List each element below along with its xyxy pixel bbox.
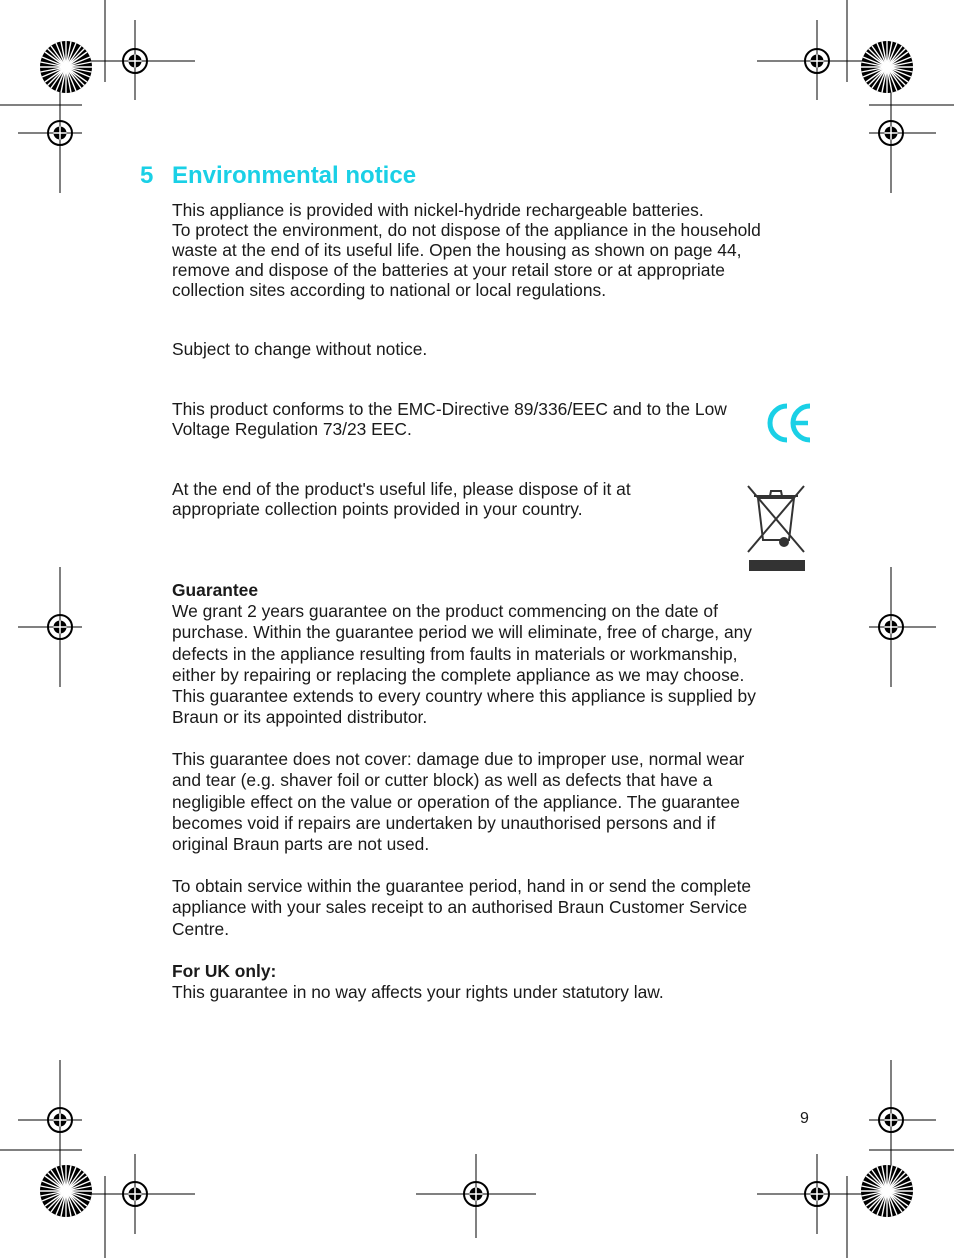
page-number: 9: [800, 1110, 809, 1127]
text-line: becomes void if repairs are undertaken by unauthorised persons and if: [172, 812, 716, 833]
text-line: negligible effect on the value or operation of the appliance. The guarantee: [172, 791, 740, 812]
text-line: To obtain service within the guarantee period, hand in or send the complete: [172, 876, 752, 896]
guarantee-exclusions-paragraph: [172, 749, 744, 855]
text-line: This guarantee does not cover: damage due to improper use, normal wear: [172, 749, 745, 769]
disposal-paragraph: [172, 479, 631, 519]
text-line: Centre.: [172, 918, 230, 939]
guarantee-service-paragraph: [172, 876, 751, 940]
text-line: collection sites according to national or local regulations.: [172, 280, 607, 300]
text-line: This appliance is provided with nickel-hydride rechargeable batteries.: [172, 200, 704, 220]
crossed-out-wheelie-bin-icon: [744, 482, 810, 574]
text-line: waste at the end of its useful life. Open the housing as shown on page 44,: [172, 240, 742, 260]
section-heading: [140, 162, 416, 190]
conformity-paragraph: [172, 399, 727, 439]
text-line: and tear (e.g. shaver foil or cutter block) as well as defects that have a: [172, 770, 713, 791]
ce-mark-icon: [767, 402, 813, 444]
text-line: To protect the environment, do not dispose of the appliance in the household: [172, 220, 761, 240]
text-line: appliance with your sales receipt to an authorised Braun Customer Service: [172, 897, 748, 918]
text-line: Voltage Regulation 73/23 EEC.: [172, 419, 412, 439]
guarantee-heading: Guarantee: [172, 580, 259, 600]
text-line: Braun or its appointed distributor.: [172, 707, 428, 728]
uk-only-heading: For UK only:: [172, 961, 277, 981]
text-line: original Braun parts are not used.: [172, 834, 430, 855]
text-line: either by repairing or replacing the complete appliance as we may choose.: [172, 664, 745, 685]
section-title: Environmental notice: [172, 162, 417, 189]
text-line: At the end of the product's useful life, please dispose of it at: [172, 479, 631, 499]
subject-to-change-notice: Subject to change without notice.: [172, 339, 428, 359]
text-line: appropriate collection points provided in your country.: [172, 499, 583, 519]
text-line: We grant 2 years guarantee on the product commencing on the date of: [172, 601, 718, 621]
batteries-paragraph: [172, 200, 761, 300]
guarantee-terms-paragraph: [172, 601, 756, 729]
text-line: remove and dispose of the batteries at your retail store or at appropriate: [172, 260, 725, 280]
uk-only-text: This guarantee in no way affects your rights under statutory law.: [172, 982, 664, 1002]
section-number: 5: [140, 162, 154, 189]
text-line: defects in the appliance resulting from faults in materials or workmanship,: [172, 643, 738, 664]
text-line: This product conforms to the EMC-Directive 89/336/EEC and to the Low: [172, 399, 727, 419]
text-line: This guarantee extends to every country where this appliance is supplied by: [172, 686, 756, 707]
text-line: purchase. Within the guarantee period we will eliminate, free of charge, any: [172, 622, 753, 643]
